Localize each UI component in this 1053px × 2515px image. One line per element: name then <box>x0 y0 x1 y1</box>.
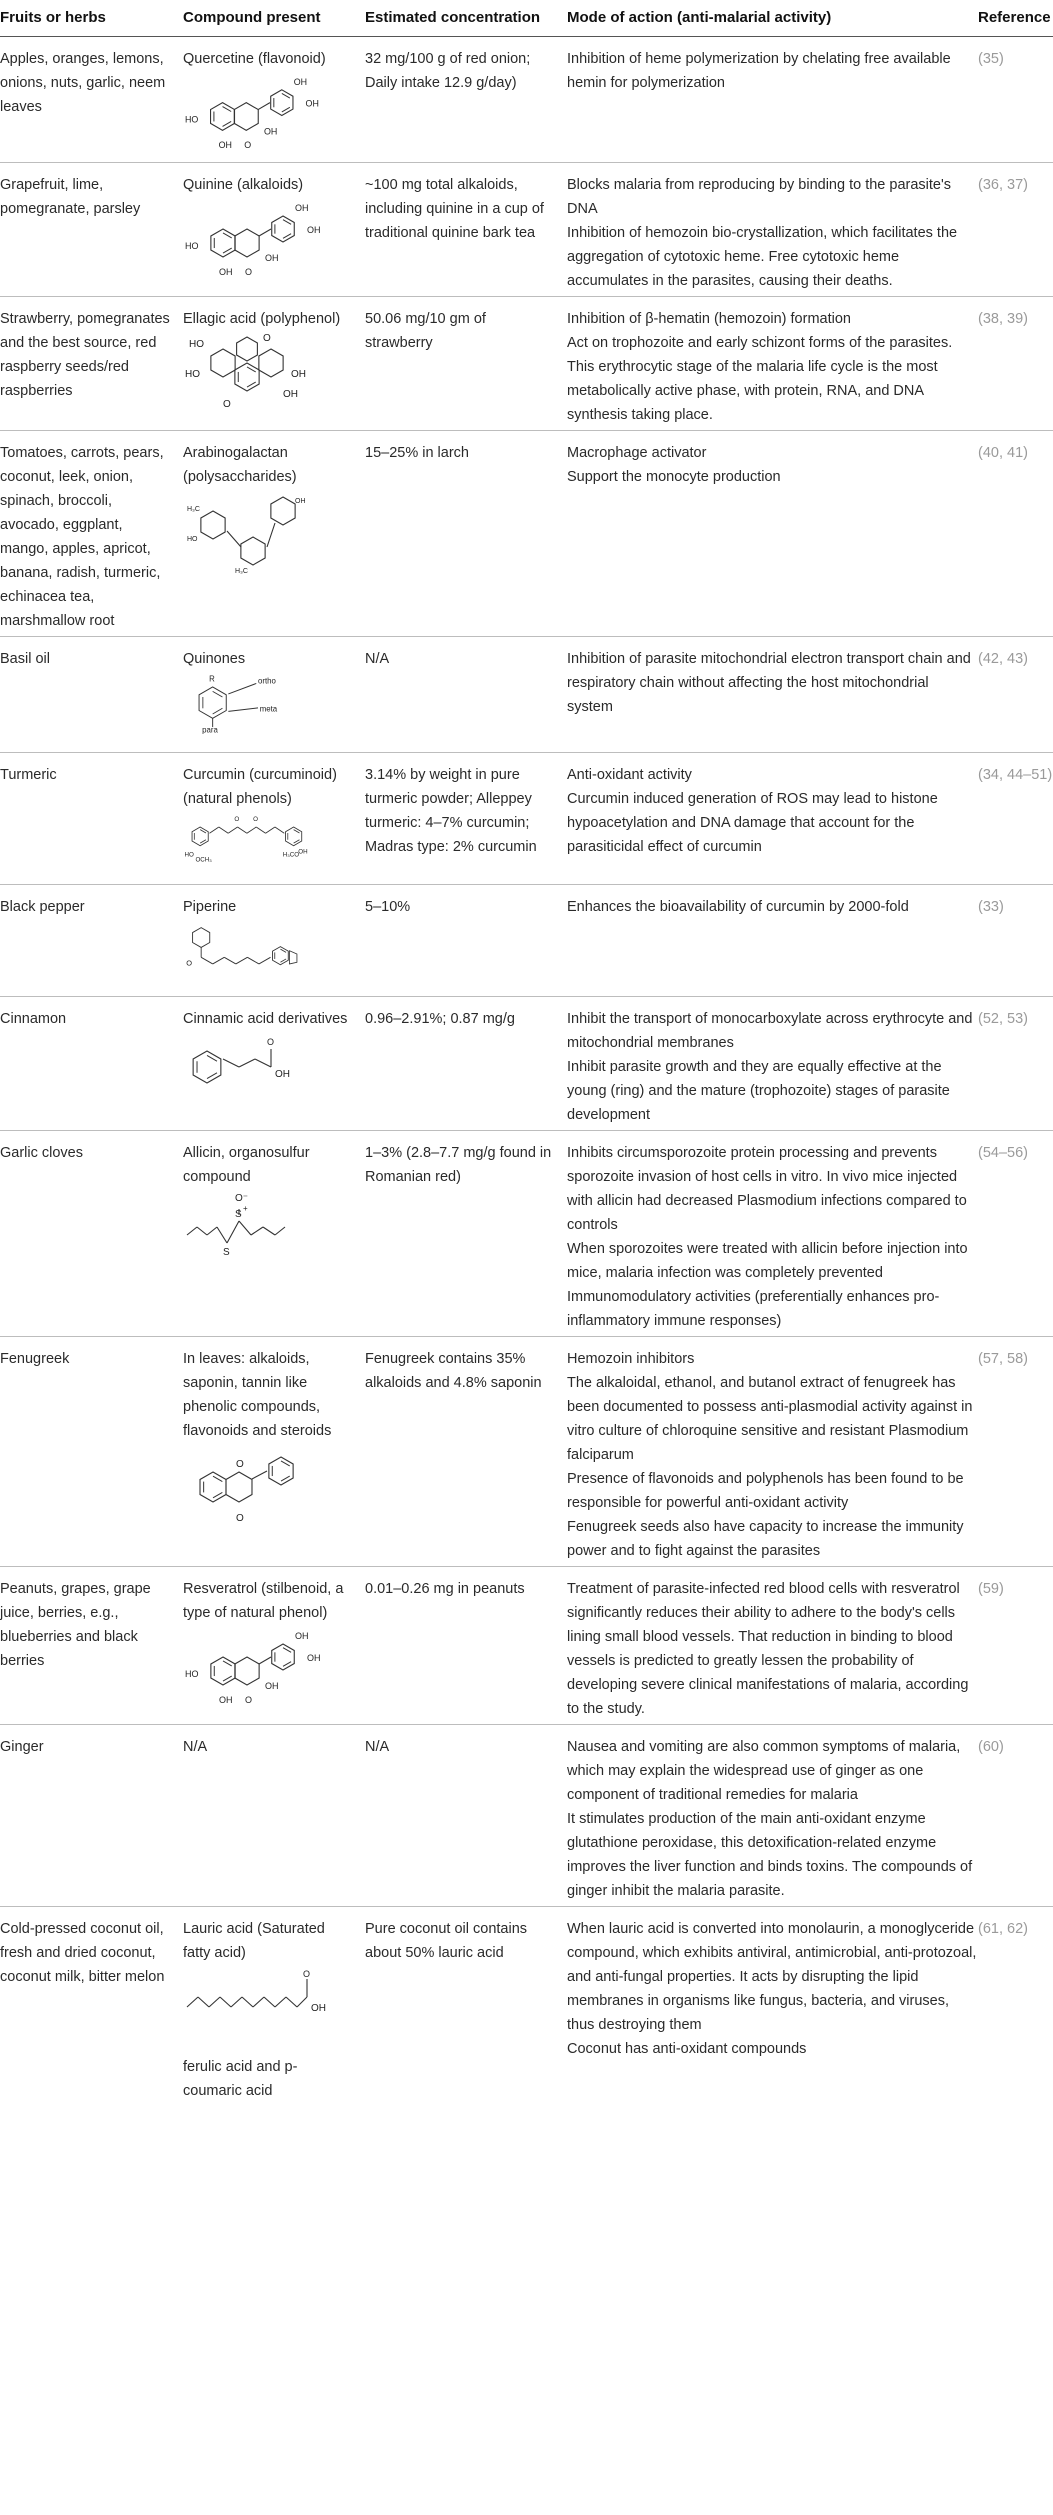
svg-text:OH: OH <box>295 1631 309 1641</box>
concentration-cell: 15–25% in larch <box>365 445 469 461</box>
svg-text:O: O <box>236 1459 244 1470</box>
mode-line: Macrophage activator <box>567 445 707 461</box>
concentration-cell: 0.01–0.26 mg in peanuts <box>365 1581 525 1597</box>
concentration-cell: 50.06 mg/10 gm of strawberry <box>365 311 486 351</box>
svg-text:OH: OH <box>218 140 232 151</box>
svg-text:O⁻: O⁻ <box>235 1193 249 1204</box>
svg-text:OH: OH <box>275 1069 290 1080</box>
reference-link[interactable]: (33) <box>978 899 1004 915</box>
svg-text:R: R <box>209 674 215 684</box>
svg-text:O: O <box>236 1513 244 1524</box>
compound-extra: ferulic acid and p-coumaric acid <box>183 2059 298 2099</box>
quinone-structure <box>183 673 353 748</box>
svg-text:S: S <box>235 1209 242 1220</box>
table-row <box>0 36 1053 163</box>
svg-text:O: O <box>234 815 240 823</box>
mode-line: Inhibition of hemozoin bio-crystallization, which facilitates the aggregation of cytotoxic heme. Free cytotoxic heme accumulates in the parasites, causing their deaths. <box>567 225 958 289</box>
mode-line: Nausea and vomiting are also common symptoms of malaria, which may explain the widespread use of ginger as one component of traditional remedies for malaria <box>567 1739 961 1803</box>
mode-line: Inhibition of β-hematin (hemozoin) formation <box>567 311 851 327</box>
table-row <box>0 1336 1053 1567</box>
fruits-cell: Ginger <box>0 1739 44 1755</box>
table-row <box>0 1906 1053 2108</box>
fruits-cell: Turmeric <box>0 767 57 783</box>
mode-cell <box>567 1577 977 1721</box>
svg-text:OH: OH <box>293 76 308 87</box>
svg-text:HO: HO <box>187 536 198 543</box>
fruits-cell: Grapefruit, lime, pomegranate, parsley <box>0 177 141 217</box>
mode-line: Treatment of parasite-infected red blood cells with resveratrol significantly reduces their ability to adhere to the body's cells lining small blood vessels. That reduction in binding to blood vessels is predicted to greatly lessen the probability of developing severe clinical manifestations of malaria, according to the study. <box>567 1581 969 1717</box>
flavonoid-structure <box>183 1627 353 1713</box>
table-row <box>0 296 1053 431</box>
compound-cell: Quercetine (flavonoid) <box>183 51 326 67</box>
fruits-cell: Black pepper <box>0 899 85 915</box>
mode-line: Inhibition of heme polymerization by chelating free available hemin for polymerization <box>567 51 951 91</box>
header-fruits: Fruits or herbs <box>0 9 106 26</box>
mode-line: Inhibit the transport of monocarboxylate across erythrocyte and mitochondrial membranes <box>567 1011 973 1051</box>
header-reference: Reference <box>978 9 1051 26</box>
svg-text:ortho: ortho <box>258 676 276 686</box>
table-row <box>0 1724 1053 1907</box>
compound-cell: Ellagic acid (polyphenol) <box>183 311 341 327</box>
svg-text:OH: OH <box>305 98 319 109</box>
mode-cell <box>567 47 977 95</box>
flavonoid-structure <box>183 199 353 285</box>
compound-cell: Quinine (alkaloids) <box>183 177 304 193</box>
mode-line: When sporozoites were treated with allicin before injection into mice, malaria infection was completely prevented <box>567 1241 968 1281</box>
concentration-cell: N/A <box>365 651 390 667</box>
flavone-structure <box>183 1445 353 1531</box>
svg-text:OH: OH <box>283 389 298 400</box>
table-row <box>0 996 1053 1131</box>
svg-text:HO: HO <box>184 114 199 125</box>
header-concentration: Estimated concentration <box>365 9 541 26</box>
table-header <box>0 0 1053 37</box>
mode-line: Inhibits circumsporozoite protein processing and prevents sporozoite invasion of host cells in vitro. In vivo mice injected with allicin had decreased Plasmodium infections compared to controls <box>567 1145 967 1233</box>
concentration-cell: 32 mg/100 g of red onion; Daily intake 12.9 g/day) <box>365 51 531 91</box>
reference-link[interactable]: (57, 58) <box>978 1351 1028 1367</box>
concentration-cell: ~100 mg total alkaloids, including quinine in a cup of traditional quinine bark tea <box>365 177 544 241</box>
compound-cell: Allicin, organosulfur compound <box>183 1145 310 1185</box>
svg-text:OH: OH <box>265 1681 279 1691</box>
svg-text:OCH₃: OCH₃ <box>195 856 212 864</box>
curcumin-structure <box>183 813 353 880</box>
mode-cell <box>567 647 977 719</box>
reference-link[interactable]: (59) <box>978 1581 1004 1597</box>
mode-line: Fenugreek seeds also have capacity to increase the immunity power and to fight against the parasites <box>567 1519 964 1559</box>
mode-cell <box>567 1141 977 1333</box>
fruits-cell: Peanuts, grapes, grape juice, berries, e.g., blueberries and black berries <box>0 1581 151 1669</box>
concentration-cell: Pure coconut oil contains about 50% lauric acid <box>365 1921 528 1961</box>
svg-text:O: O <box>186 958 193 968</box>
mode-cell <box>567 1917 977 2061</box>
compound-cell: In leaves: alkaloids, saponin, tannin like phenolic compounds, flavonoids and steroids <box>183 1351 332 1439</box>
mode-line: Immunomodulatory activities (preferentially enhances pro-inflammatory immune responses) <box>567 1289 940 1329</box>
svg-text:H₃C: H₃C <box>235 568 248 575</box>
mode-line: Hemozoin inhibitors <box>567 1351 695 1367</box>
concentration-cell: 5–10% <box>365 899 411 915</box>
svg-text:OH: OH <box>311 2003 326 2014</box>
svg-text:O: O <box>245 1695 253 1705</box>
svg-text:meta: meta <box>259 704 278 714</box>
fruits-cell: Cinnamon <box>0 1011 67 1027</box>
mode-line: When lauric acid is converted into monolaurin, a monoglyceride compound, which exhibits antiviral, antimicrobial, anti-protozoal, and anti-fungal properties. It acts by disrupting the lipid membranes in organisms like fungus, bacteria, and viruses, thus destroying them <box>567 1921 977 2033</box>
mode-line: The alkaloidal, ethanol, and butanol extract of fenugreek has been documented to possess anti-plasmodial activity against in vitro culture of chloroquine sensitive and resistant Plasmodium falciparum <box>567 1375 973 1463</box>
svg-text:para: para <box>202 725 218 735</box>
table-row <box>0 1566 1053 1725</box>
compound-cell: Piperine <box>183 899 237 915</box>
svg-text:O: O <box>263 333 271 344</box>
mode-line: Inhibit parasite growth and they are equally effective at the young (ring) and the mature (trophozoite) stages of parasite development <box>567 1059 950 1123</box>
svg-text:H₃CO: H₃CO <box>282 851 300 859</box>
mode-line: Act on trophozoite and early schizont forms of the parasites. This erythrocytic stage of the malaria life cycle is the most metabolically active phase, with protein, RNA, and DNA synthesis taking place. <box>567 335 953 423</box>
piperine-structure <box>183 921 353 992</box>
svg-text:O: O <box>245 267 253 277</box>
reference-link[interactable]: (40, 41) <box>978 445 1028 461</box>
header-mode: Mode of action (anti-malarial activity) <box>567 9 832 26</box>
mode-cell <box>567 173 977 293</box>
svg-text:OH: OH <box>295 203 309 213</box>
fruits-cell: Garlic cloves <box>0 1145 83 1161</box>
svg-text:OH: OH <box>265 253 279 263</box>
svg-text:OH: OH <box>295 498 306 505</box>
reference-link[interactable]: (34, 44–51) <box>978 767 1053 783</box>
fruits-cell: Strawberry, pomegranates and the best source, red raspberry seeds/red raspberries <box>0 311 170 399</box>
concentration-cell: 3.14% by weight in pure turmeric powder; Alleppey turmeric: 4–7% curcumin; Madras type: 2% curcumin <box>365 767 537 855</box>
allicin-structure <box>183 1191 353 1277</box>
mode-line: Coconut has anti-oxidant compounds <box>567 2041 807 2057</box>
fruits-cell: Cold-pressed coconut oil, fresh and dried coconut, coconut milk, bitter melon <box>0 1921 165 1985</box>
flavonoid-structure <box>183 73 353 158</box>
concentration-cell: 1–3% (2.8–7.7 mg/g found in Romanian red) <box>365 1145 552 1185</box>
svg-text:O: O <box>267 1037 275 1047</box>
mode-line: Presence of flavonoids and polyphenols has been found to be responsible for powerful anti-oxidant activity <box>567 1471 964 1511</box>
mode-line: Anti-oxidant activity <box>567 767 692 783</box>
cinnamic-acid-structure <box>183 1033 353 1119</box>
reference-link[interactable]: (35) <box>978 51 1004 67</box>
header-compound: Compound present <box>183 9 321 26</box>
mode-line: Blocks malaria from reproducing by binding to the parasite's DNA <box>567 177 951 217</box>
reference-link[interactable]: (38, 39) <box>978 311 1028 327</box>
reference-link[interactable]: (61, 62) <box>978 1921 1028 1937</box>
svg-text:OH: OH <box>291 369 306 380</box>
svg-text:HO: HO <box>185 241 199 251</box>
svg-text:O: O <box>223 399 231 410</box>
svg-text:O: O <box>253 815 258 823</box>
mode-cell <box>567 895 977 919</box>
mode-cell <box>567 1347 977 1563</box>
lauric-acid-structure <box>183 1967 353 2053</box>
svg-text:+: + <box>243 1204 248 1213</box>
compound-cell: Resveratrol (stilbenoid, a type of natural phenol) <box>183 1581 344 1621</box>
reference-link[interactable]: (36, 37) <box>978 177 1028 193</box>
svg-text:OH: OH <box>307 225 321 235</box>
svg-text:HO: HO <box>184 851 194 859</box>
svg-text:O: O <box>244 140 252 151</box>
compound-cell: N/A <box>183 1739 208 1755</box>
svg-text:OH: OH <box>298 848 308 856</box>
mode-line: Support the monocyte production <box>567 469 781 485</box>
svg-text:S: S <box>223 1247 230 1258</box>
ellagic-acid-structure <box>183 333 353 419</box>
svg-text:HO: HO <box>185 1669 199 1679</box>
table-row <box>0 162 1053 297</box>
reference-link[interactable]: (54–56) <box>978 1145 1028 1161</box>
mode-cell <box>567 307 977 427</box>
fruits-cell: Basil oil <box>0 651 50 667</box>
svg-text:H₃C: H₃C <box>187 506 200 513</box>
mode-cell <box>567 763 977 859</box>
reference-link[interactable]: (42, 43) <box>978 651 1028 667</box>
table-row <box>0 636 1053 753</box>
compound-cell: Arabinogalactan (polysaccharides) <box>183 445 297 485</box>
svg-text:O: O <box>303 1969 311 1979</box>
mode-cell <box>567 1007 977 1127</box>
svg-text:HO: HO <box>189 339 204 350</box>
compound-cell <box>183 1917 353 1965</box>
compound-cell: Curcumin (curcuminoid) (natural phenols) <box>183 767 337 807</box>
fruits-cell: Apples, oranges, lemons, onions, nuts, garlic, neem leaves <box>0 51 166 115</box>
table-row <box>0 430 1053 637</box>
svg-text:OH: OH <box>307 1653 321 1663</box>
svg-text:OH: OH <box>219 267 233 277</box>
reference-link[interactable]: (60) <box>978 1739 1004 1755</box>
reference-link[interactable]: (52, 53) <box>978 1011 1028 1027</box>
svg-text:OH: OH <box>219 1695 233 1705</box>
table-row <box>0 884 1053 997</box>
table-row <box>0 752 1053 885</box>
svg-text:OH: OH <box>264 126 278 137</box>
mode-cell <box>567 1735 977 1903</box>
compound-cell: Cinnamic acid derivatives <box>183 1011 348 1027</box>
concentration-cell: 0.96–2.91%; 0.87 mg/g <box>365 1011 515 1027</box>
concentration-cell: Fenugreek contains 35% alkaloids and 4.8% saponin <box>365 1351 542 1391</box>
mode-line: Inhibition of parasite mitochondrial electron transport chain and respiratory chain without affecting the host mitochondrial system <box>567 651 971 715</box>
concentration-cell: N/A <box>365 1739 390 1755</box>
mode-cell <box>567 441 977 489</box>
fruits-cell: Fenugreek <box>0 1351 70 1367</box>
mode-line: Curcumin induced generation of ROS may lead to histone hypoacetylation and DNA damage that account for the parasiticidal effect of curcumin <box>567 791 938 855</box>
mode-line: It stimulates production of the main anti-oxidant enzyme glutathione peroxidase, this detoxification-related enzyme improves the liver function and binds toxins. The compounds of ginger inhibit the malaria parasite. <box>567 1811 973 1899</box>
mode-line: Enhances the bioavailability of curcumin by 2000-fold <box>567 899 909 915</box>
compound-cell: Quinones <box>183 651 246 667</box>
svg-text:HO: HO <box>185 369 200 380</box>
table-row <box>0 1130 1053 1337</box>
compound-name: Lauric acid (Saturated fatty acid) <box>183 1921 325 1961</box>
arabinogalactan-structure <box>183 491 353 577</box>
fruits-cell: Tomatoes, carrots, pears, coconut, leek, onion, spinach, broccoli, avocado, eggplant, mango, apples, apricot, banana, radish, turmeric, echinacea tea, marshmallow root <box>0 445 164 629</box>
